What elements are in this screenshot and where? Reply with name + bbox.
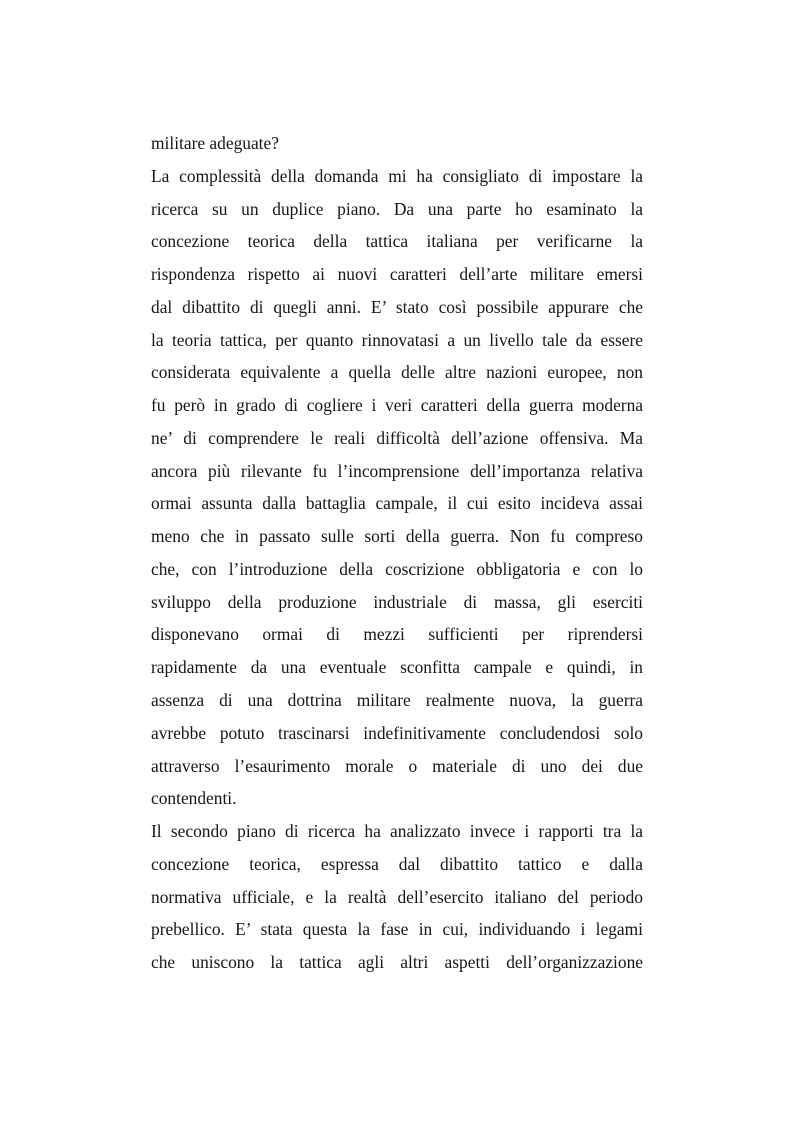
text-line: attraverso l’esaurimento morale o materiale di uno dei due xyxy=(151,755,643,776)
text-line: ricerca su un duplice piano. Da una parte ho esaminato la xyxy=(151,198,643,219)
text-line: contendenti. xyxy=(151,788,237,809)
text-line: normativa ufficiale, e la realtà dell’esercito italiano del periodo xyxy=(151,886,643,907)
text-line: concezione teorica della tattica italiana per verificarne la xyxy=(151,231,643,252)
text-line: prebellico. E’ stata questa la fase in cui, individuando i legami xyxy=(151,919,643,940)
text-line: meno che in passato sulle sorti della guerra. Non fu compreso xyxy=(151,526,643,547)
text-line: assenza di una dottrina militare realmente nuova, la guerra xyxy=(151,690,643,711)
text-line: avrebbe potuto trascinarsi indefinitivamente concludendosi solo xyxy=(151,722,643,743)
text-line: concezione teorica, espressa dal dibattito tattico e dalla xyxy=(151,853,643,874)
text-line: dal dibattito di quegli anni. E’ stato così possibile appurare che xyxy=(151,296,643,317)
text-line: rapidamente da una eventuale sconfitta campale e quindi, in xyxy=(151,657,643,678)
text-line: La complessità della domanda mi ha consigliato di impostare la xyxy=(151,165,643,186)
text-line: che uniscono la tattica agli altri aspetti dell’organizzazione xyxy=(151,952,643,973)
body-text xyxy=(151,127,643,979)
text-line: che, con l’introduzione della coscrizione obbligatoria e con lo xyxy=(151,558,643,579)
text-line: ne’ di comprendere le reali difficoltà dell’azione offensiva. Ma xyxy=(151,427,643,448)
text-line: considerata equivalente a quella delle altre nazioni europee, non xyxy=(151,362,643,383)
text-line: la teoria tattica, per quanto rinnovatasi a un livello tale da essere xyxy=(151,329,643,350)
text-line: disponevano ormai di mezzi sufficienti per riprendersi xyxy=(151,624,643,645)
text-line: rispondenza rispetto ai nuovi caratteri dell’arte militare emersi xyxy=(151,264,643,285)
text-line: sviluppo della produzione industriale di massa, gli eserciti xyxy=(151,591,643,612)
text-line: ormai assunta dalla battaglia campale, il cui esito incideva assai xyxy=(151,493,643,514)
text-line: militare adeguate? xyxy=(151,133,279,153)
text-line: fu però in grado di cogliere i veri caratteri della guerra moderna xyxy=(151,395,643,416)
text-line: Il secondo piano di ricerca ha analizzato invece i rapporti tra la xyxy=(151,821,643,842)
text-line: ancora più rilevante fu l’incomprensione dell’importanza relativa xyxy=(151,460,643,481)
